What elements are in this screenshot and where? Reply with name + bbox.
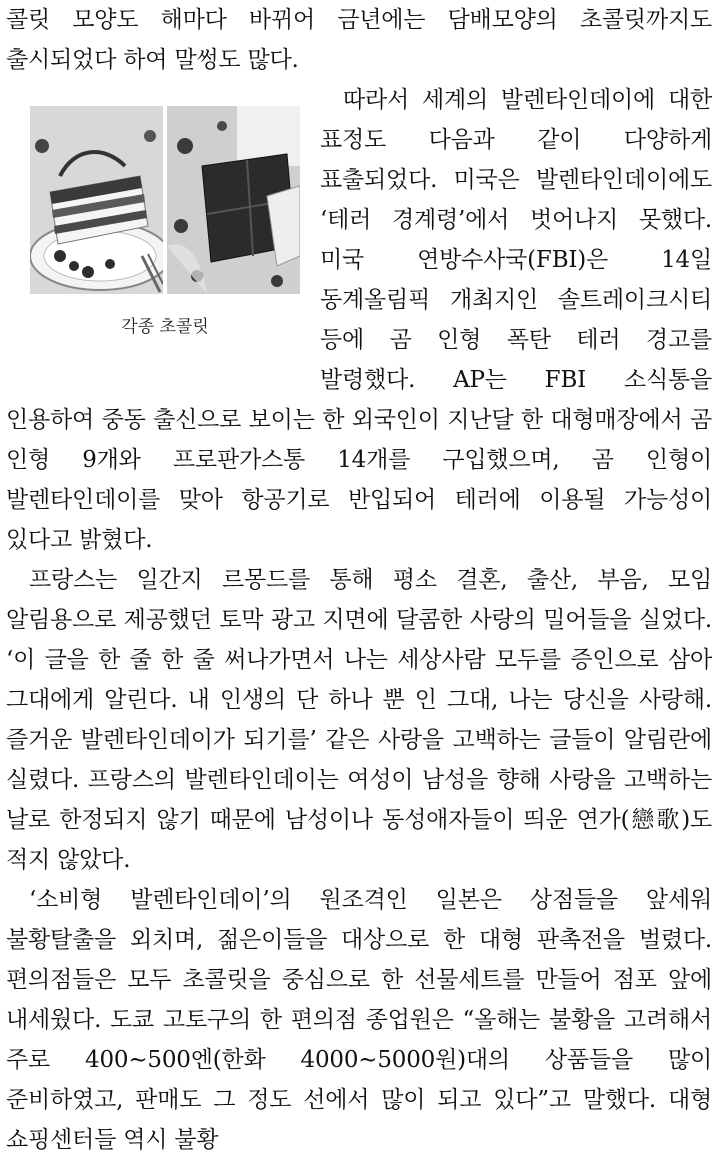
chocolate-cake-photo [30,106,163,294]
paragraph-1-continued: 콜릿 모양도 해마다 바뀌어 금년에는 담배모양의 초콜릿까지도 출시되었다 하여 말썽도 많다. [6,7,712,73]
paragraph-2: 따라서 세계의 발렌타인데이에 대한 표정도 다음과 같이 다양하게 표출되었다. 미국은 발렌타인데이에도 ‘테러 경계령’에서 벗어나지 못했다. 미국 연방수사국(FBI)은 14일 동계올림픽 개최지인 솔트레이크시티 등에 곰 인형 폭탄 테러 경고를 발령했다. AP는 FBI 소식통을 인용하여 중동 출신으로 보이는 한 외국인이 지난달 한 대형매장에서 곰 인형 9개와 프로판가스통 14개를 구입했으며, 곰 인형이 발렌타인데이를 맞아 항공기로 반입되어 테러에 이용될 가능성이 있다고 밝혔다. [6,87,712,553]
paragraph-3: 프랑스는 일간지 르몽드를 통해 평소 결혼, 출산, 부음, 모임 알림용으로 제공했던 토막 광고 지면에 달콤한 사랑의 밀어들을 실었다. ‘이 글을 한 줄 한 줄 써나가면서 나는 세상사람 모두를 증인으로 삼아 그대에게 알린다. 내 인생의 단 하나 뿐 인 그대, 나는 당신을 사랑해. 즐거운 발렌타인데이가 되기를’ 같은 사랑을 고백하는 글들이 알림란에 실렸다. 프랑스의 발렌타인데이는 여성이 남성을 향해 사랑을 고백하는 날로 한정되지 않기 때문에 남성이나 동성애자들이 띄운 연가(戀歌)도 적지 않았다. [6,567,712,873]
chocolate-figure [6,86,308,366]
figure-caption: 각종 초콜릿 [121,317,209,337]
paragraph-4: ‘소비형 발렌타인데이’의 원조격인 일본은 상점들을 앞세워 불황탈출을 외치며, 젊은이들을 대상으로 한 대형 판촉전을 벌렸다. 편의점들은 모두 초콜릿을 중심으로 한 선물세트를 만들어 점포 앞에 내세웠다. 도쿄 고토구의 한 편의점 종업원은 “올해는 불황을 고려해서 주로 400∼500엔(한화 4000∼5000원)대의 상품들을 많이 준비하였고, 판매도 그 정도 선에서 많이 되고 있다”고 말했다. 대형 쇼핑센터들 역시 불황 [6,887,712,1153]
photo-frame [30,106,300,294]
chocolate-bar-icon [167,106,300,294]
chocolate-cake-icon [30,106,163,294]
document-page [6,0,712,1160]
chocolate-bar-photo [167,106,300,294]
